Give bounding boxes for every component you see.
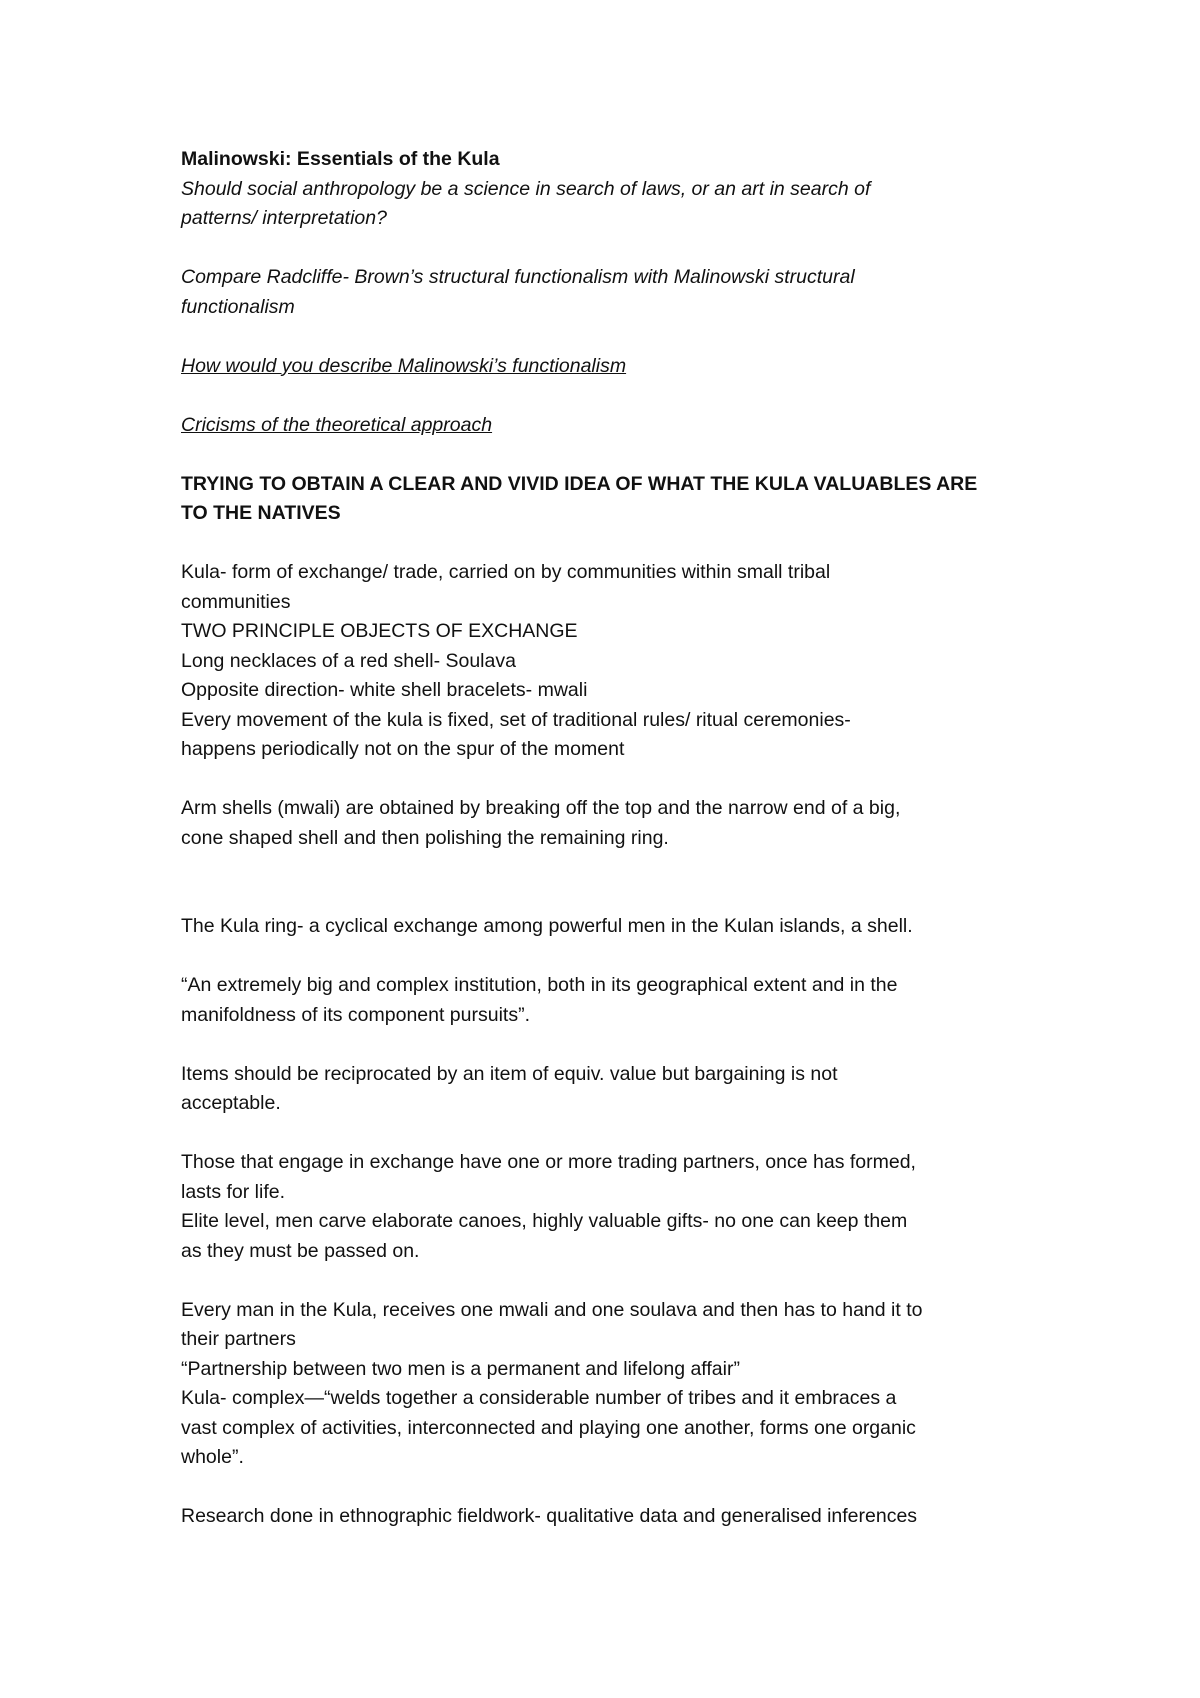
question-line-1: Should social anthropology be a science in search of laws, or an art in search of — [181, 177, 871, 200]
document-page — [181, 145, 1051, 1532]
kula-line-4: Long necklaces of a red shell- Soulava — [181, 649, 516, 672]
quote-line-1: “An extremely big and complex institution, both in its geographical extent and in the — [181, 974, 898, 996]
partners-line-3: Elite level, men carve elaborate canoes, highly valuable gifts- no one can keep them — [181, 1210, 908, 1232]
partners-line-2: lasts for life. — [181, 1180, 286, 1203]
compare-line-2: functionalism — [181, 295, 295, 318]
kula-line-3: TWO PRINCIPLE OBJECTS OF EXCHANGE — [181, 620, 578, 642]
every-man-line-5: vast complex of activities, interconnected and playing one another, forms one organic — [181, 1416, 916, 1439]
kula-line-1: Kula- form of exchange/ trade, carried on by communities within small tribal — [181, 561, 831, 583]
kula-ring-line: The Kula ring- a cyclical exchange among powerful men in the Kulan islands, a shell. — [181, 915, 913, 937]
section-heading-line-1: TRYING TO OBTAIN A CLEAR AND VIVID IDEA OF WHAT THE KULA VALUABLES ARE — [181, 472, 978, 495]
arm-shells-line-2: cone shaped shell and then polishing the remaining ring. — [181, 826, 669, 849]
kula-line-7: happens periodically not on the spur of the moment — [181, 738, 625, 760]
section-heading-line-2: TO THE NATIVES — [181, 502, 341, 524]
every-man-line-1: Every man in the Kula, receives one mwali and one soulava and then has to hand it to — [181, 1298, 923, 1321]
document-title: Malinowski: Essentials of the Kula — [181, 148, 500, 170]
criticisms-prompt: Cricisms of the theoretical approach — [181, 413, 493, 436]
kula-line-6: Every movement of the kula is fixed, set of traditional rules/ ritual ceremonies- — [181, 708, 851, 731]
research-line: Research done in ethnographic fieldwork- qualitative data and generalised inferences — [181, 1505, 918, 1527]
every-man-line-6: whole”. — [181, 1446, 244, 1468]
arm-shells-line-1: Arm shells (mwali) are obtained by breaking off the top and the narrow end of a big, — [181, 797, 901, 819]
quote-line-2: manifoldness of its component pursuits”. — [181, 1003, 531, 1026]
kula-line-2: communities — [181, 590, 291, 613]
every-man-line-4: Kula- complex—“welds together a considerable number of tribes and it embraces a — [181, 1387, 897, 1409]
items-line-1: Items should be reciprocated by an item of equiv. value but bargaining is not — [181, 1062, 838, 1085]
every-man-line-2: their partners — [181, 1328, 296, 1350]
kula-line-5: Opposite direction- white shell bracelets- mwali — [181, 679, 588, 701]
question-line-2: patterns/ interpretation? — [181, 207, 387, 229]
items-line-2: acceptable. — [181, 1092, 281, 1114]
compare-line-1: Compare Radcliffe- Brown’s structural functionalism with Malinowski structural — [181, 266, 855, 288]
every-man-line-3: “Partnership between two men is a permanent and lifelong affair” — [181, 1357, 740, 1380]
describe-prompt: How would you describe Malinowski’s functionalism — [181, 354, 627, 377]
partners-line-4: as they must be passed on. — [181, 1239, 420, 1262]
partners-line-1: Those that engage in exchange have one or more trading partners, once has formed, — [181, 1151, 916, 1173]
